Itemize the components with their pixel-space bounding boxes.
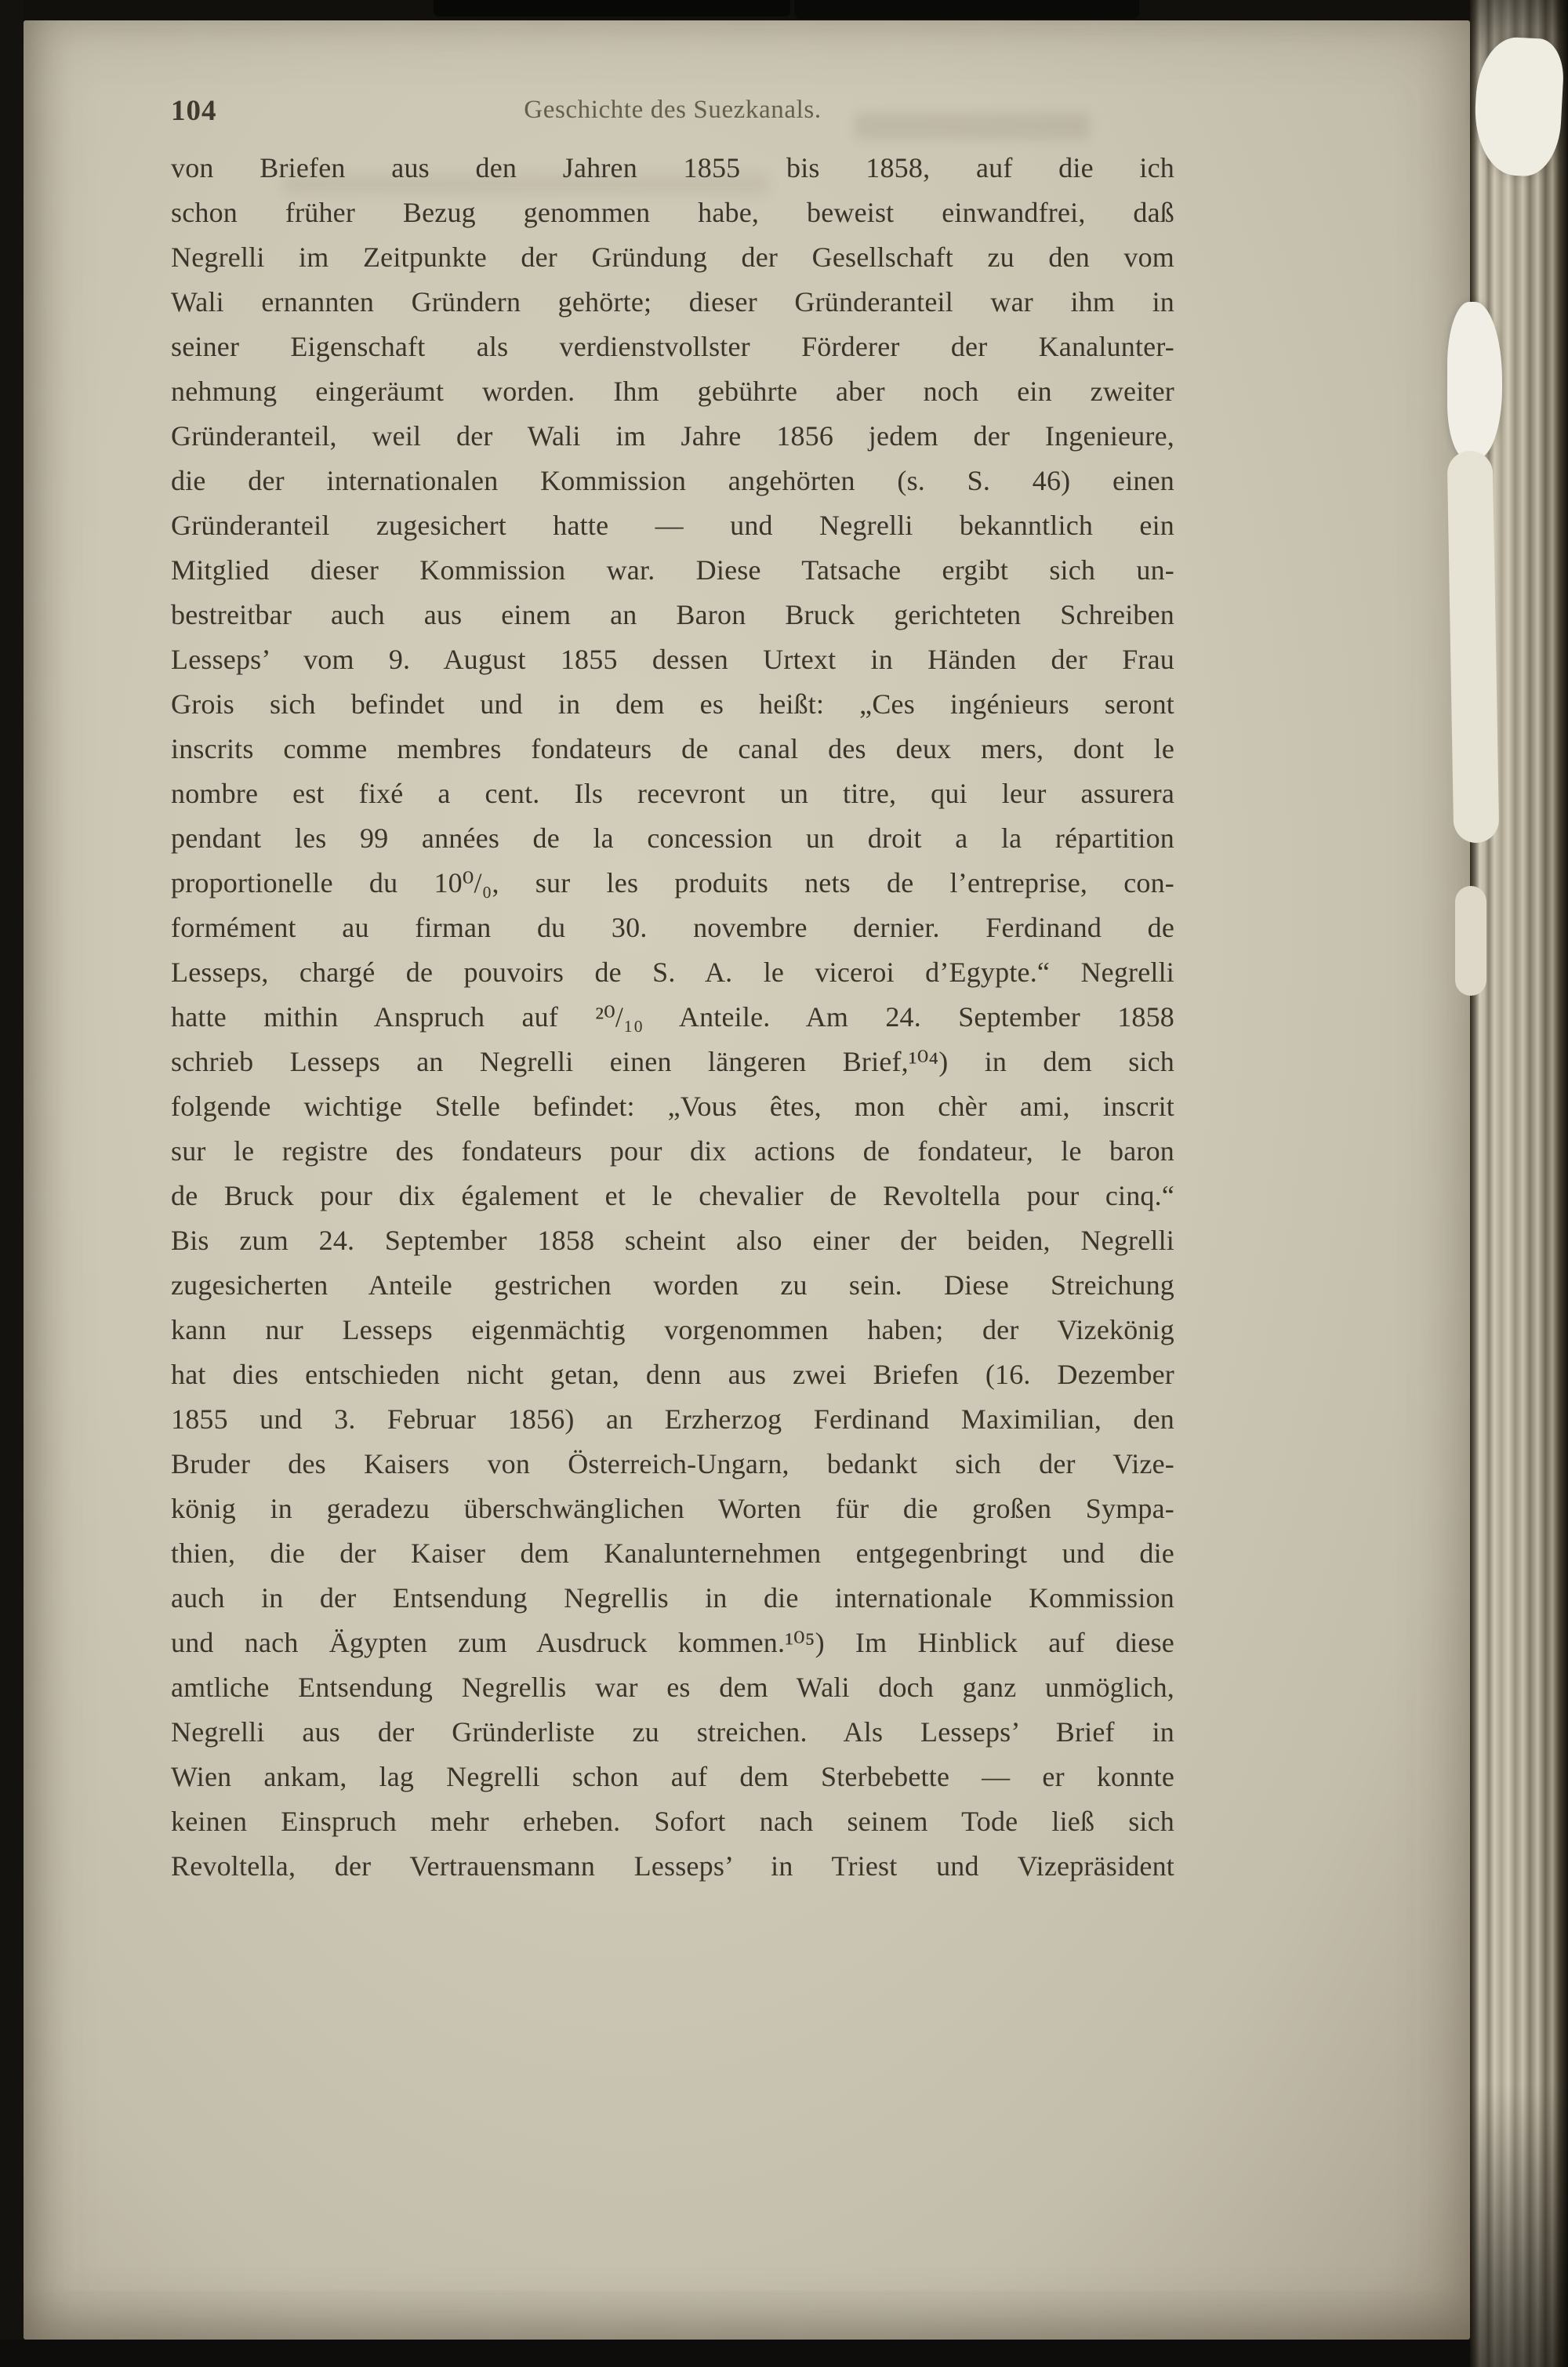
photo-background-left xyxy=(0,0,24,2367)
body-text-line: hatte mithin Anspruch auf ²⁰/₁₀ Anteile. Am 24. September 1858 xyxy=(171,1001,1174,1033)
body-text-line: keinen Einspruch mehr erheben. Sofort nach seinem Tode ließ sich xyxy=(171,1806,1174,1837)
body-text-line: Lesseps’ vom 9. August 1855 dessen Urtext in Händen der Frau xyxy=(171,644,1174,675)
body-text-line: sur le registre des fondateurs pour dix actions de fondateur, le baron xyxy=(171,1135,1174,1167)
body-text-line: kann nur Lesseps eigenmächtig vorgenommen haben; der Vizekönig xyxy=(171,1314,1174,1345)
body-text-line: proportionelle du 10⁰/₀, sur les produits nets de l’entreprise, con- xyxy=(171,867,1174,899)
body-text-line: Gründeranteil, weil der Wali im Jahre 1856 jedem der Ingenieure, xyxy=(171,420,1174,452)
photo-shadow-blob xyxy=(794,0,1139,19)
body-text-line: seiner Eigenschaft als verdienstvollster Förderer der Kanalunter- xyxy=(171,331,1174,362)
body-text-line: Negrelli aus der Gründerliste zu streichen. Als Lesseps’ Brief in xyxy=(171,1716,1174,1748)
body-text-line: thien, die der Kaiser dem Kanalunternehmen entgegenbringt und die xyxy=(171,1537,1174,1569)
book-page xyxy=(24,20,1470,2340)
running-header: Geschichte des Suezkanals. xyxy=(524,96,822,124)
body-text-line: Gründeranteil zugesichert hatte — und Negrelli bekanntlich ein xyxy=(171,510,1174,541)
body-text-line: die der internationalen Kommission angehörten (s. S. 46) einen xyxy=(171,465,1174,496)
body-text-line: Wien ankam, lag Negrelli schon auf dem Sterbebette — er konnte xyxy=(171,1761,1174,1792)
body-text-line: schon früher Bezug genommen habe, beweist einwandfrei, daß xyxy=(171,197,1174,228)
photo-background-bottom xyxy=(0,2340,1568,2367)
body-text-line: Bruder des Kaisers von Österreich-Ungarn, bedankt sich der Vize- xyxy=(171,1448,1174,1479)
body-text-line: auch in der Entsendung Negrellis in die internationale Kommission xyxy=(171,1582,1174,1614)
body-text-line: von Briefen aus den Jahren 1855 bis 1858, auf die ich xyxy=(171,152,1174,183)
body-text-line: und nach Ägypten zum Ausdruck kommen.¹⁰⁵) Im Hinblick auf diese xyxy=(171,1627,1174,1658)
torn-paper-patch xyxy=(1447,451,1500,844)
body-text-line: zugesicherten Anteile gestrichen worden zu sein. Diese Streichung xyxy=(171,1269,1174,1301)
body-text-line: schrieb Lesseps an Negrelli einen längeren Brief,¹⁰⁴) in dem sich xyxy=(171,1046,1174,1077)
body-text-line: Lesseps, chargé de pouvoirs de S. A. le viceroi d’Egypte.“ Negrelli xyxy=(171,957,1174,988)
page-number: 104 xyxy=(171,95,217,127)
body-text-line: Grois sich befindet und in dem es heißt: „Ces ingénieurs seront xyxy=(171,688,1174,720)
body-text-line: formément au firman du 30. novembre dernier. Ferdinand de xyxy=(171,912,1174,943)
photo-shadow-blob xyxy=(434,0,790,16)
body-text-line: 1855 und 3. Februar 1856) an Erzherzog Ferdinand Maximilian, den xyxy=(171,1403,1174,1435)
body-text-line: Bis zum 24. September 1858 scheint also einer der beiden, Negrelli xyxy=(171,1225,1174,1256)
page-header xyxy=(171,93,1174,130)
torn-paper-patch xyxy=(1455,886,1486,996)
body-text-line: Wali ernannten Gründern gehörte; dieser Gründeranteil war ihm in xyxy=(171,286,1174,318)
body-text-line: folgende wichtige Stelle befindet: „Vous êtes, mon chèr ami, inscrit xyxy=(171,1091,1174,1122)
body-text-line: nombre est fixé a cent. Ils recevront un titre, qui leur assurera xyxy=(171,778,1174,809)
body-text-line: pendant les 99 années de la concession un droit a la répartition xyxy=(171,822,1174,854)
body-text xyxy=(171,146,1174,1889)
torn-paper-patch xyxy=(1447,302,1502,459)
body-text-line: Mitglied dieser Kommission war. Diese Tatsache ergibt sich un- xyxy=(171,554,1174,586)
body-text-line: nehmung eingeräumt worden. Ihm gebührte aber noch ein zweiter xyxy=(171,376,1174,407)
body-text-line: de Bruck pour dix également et le chevalier de Revoltella pour cinq.“ xyxy=(171,1180,1174,1211)
body-text-line: inscrits comme membres fondateurs de canal des deux mers, dont le xyxy=(171,733,1174,764)
body-text-line: Negrelli im Zeitpunkte der Gründung der Gesellschaft zu den vom xyxy=(171,241,1174,273)
body-text-line: amtliche Entsendung Negrellis war es dem Wali doch ganz unmöglich, xyxy=(171,1672,1174,1703)
body-text-line: hat dies entschieden nicht getan, denn aus zwei Briefen (16. Dezember xyxy=(171,1359,1174,1390)
body-text-line: bestreitbar auch aus einem an Baron Bruck gerichteten Schreiben xyxy=(171,599,1174,630)
body-text-line: könig in geradezu überschwänglichen Worten für die großen Sympa- xyxy=(171,1493,1174,1524)
body-text-line: Revoltella, der Vertrauensmann Lesseps’ in Triest und Vizepräsident xyxy=(171,1850,1174,1882)
